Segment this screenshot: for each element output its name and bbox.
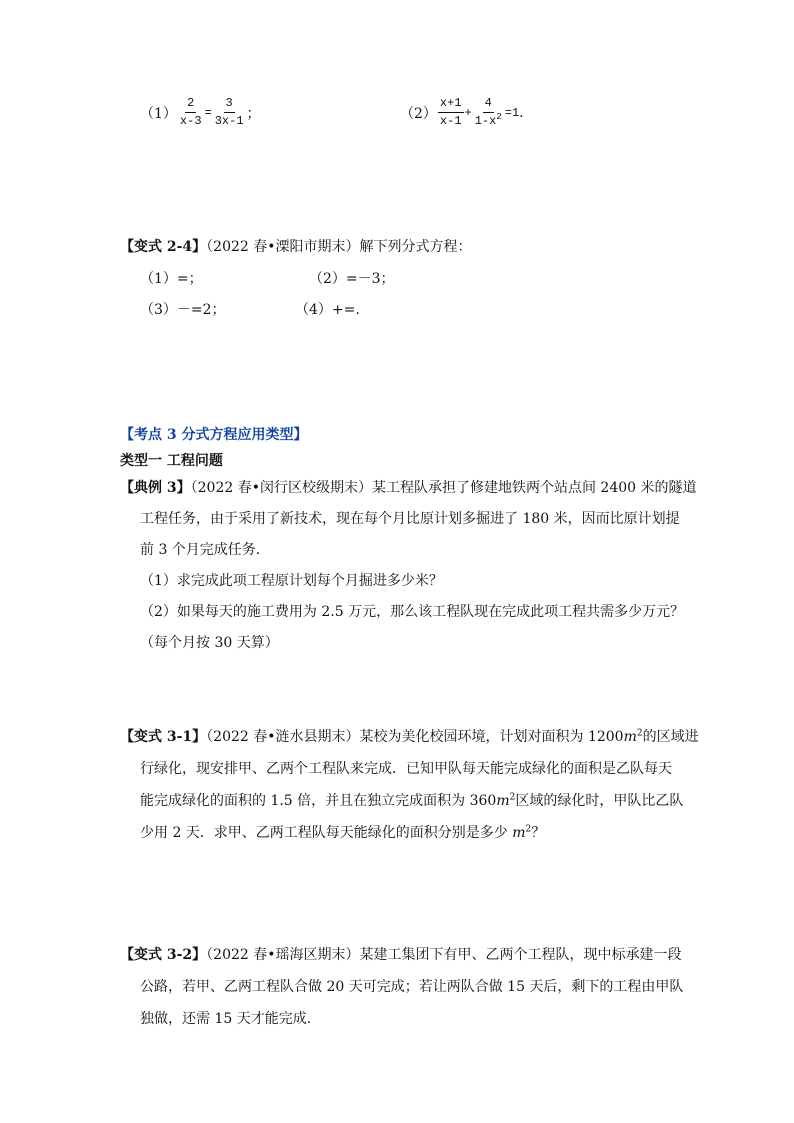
variant-2-4-item-3: （3）－=2；: [140, 302, 226, 318]
denominator-exponent: 2: [496, 112, 502, 122]
fraction-b: [473, 96, 504, 129]
variant-text: 能完成绿化的面积的 1.5 倍，并且在独立完成面积为 360: [140, 793, 497, 809]
variant-2-4-item-4: （4）+=.: [295, 302, 360, 318]
variant-text: ？: [531, 825, 546, 841]
example-3-line-2: 工程任务，由于采用了新技术，现在每个月比原计划多掘进了 180 米，因而比原计划提: [140, 511, 680, 527]
variant-text: 区域的绿化时，甲队比乙队: [515, 793, 684, 809]
example-3-question-3: （每个月按 30 天算）: [140, 635, 279, 651]
rhs-value: =1: [504, 105, 520, 120]
variant-3-1-line-2: 行绿化，现安排甲、乙两个工程队来完成．已知甲队每天能完成绿化的面积是乙队每天: [140, 761, 672, 777]
equation-1: [140, 96, 261, 129]
type-heading: 类型一 工程问题: [120, 453, 223, 469]
denominator-base: 1-x: [474, 114, 497, 128]
fraction-numerator: 3: [224, 96, 235, 113]
fraction-numerator: x+1: [438, 96, 464, 113]
example-3-line-1: [120, 477, 697, 499]
unit-exponent: 2: [509, 792, 516, 803]
unit-exponent: 2: [636, 728, 643, 739]
plus-sign: +: [464, 105, 472, 120]
variant-tag: 【变式 2-4】: [120, 239, 207, 255]
fraction-denominator: x-3: [179, 114, 202, 128]
section-heading: 【考点 3 分式方程应用类型】: [120, 427, 308, 443]
variant-3-2-line-3: 独做，还需 15 天才能完成．: [140, 1011, 321, 1027]
variant-tag: 【变式 3-2】: [120, 947, 207, 963]
fraction-numerator: 4: [483, 96, 494, 113]
unit-m: m: [512, 825, 526, 841]
equation-1-end: ；: [246, 105, 261, 122]
fraction-denominator: 3x-1: [214, 114, 244, 128]
equation-1-label: （1）: [140, 105, 177, 122]
example-3-line-3: 前 3 个月完成任务．: [140, 542, 270, 558]
variant-2-4-item-2: （2）=－3；: [309, 271, 395, 287]
unit-m: m: [496, 793, 510, 809]
variant-3-2-line-2: 公路，若甲、乙两工程队合做 20 天可完成；若让两队合做 15 天后，剩下的工程由甲队: [140, 979, 684, 995]
example-tag: 【典例 3】: [120, 480, 191, 496]
variant-2-4-item-1: （1）=；: [140, 271, 203, 287]
variant-3-2-line-1: [120, 944, 682, 966]
variant-3-1-line-4: [140, 822, 545, 844]
unit-exponent: 2: [525, 824, 532, 835]
fraction-denominator: x-1: [439, 114, 462, 128]
variant-text: 少用 2 天．求甲、乙两工程队每天能绿化的面积分别是多少: [140, 825, 513, 841]
fraction-left: [178, 96, 204, 129]
variant-2-4-header: [120, 236, 472, 258]
fraction-numerator: 2: [185, 96, 196, 113]
variant-text: 的区域进: [642, 729, 699, 745]
unit-m: m: [623, 729, 637, 745]
variant-text: （2022 春•涟水县期末）某校为美化校园环境，计划对面积为 1200: [206, 729, 624, 745]
equation-2-label: （2）: [400, 105, 437, 122]
variant-3-1-line-3: [140, 790, 683, 812]
fraction-a: [438, 96, 464, 129]
fraction-denominator: [473, 113, 504, 129]
variant-tag: 【变式 3-1】: [120, 729, 207, 745]
equals-sign: =: [204, 105, 212, 120]
example-text: （2022 春•闵行区校级期末）某工程队承担了修建地铁两个站点间 2400 米的隧道: [190, 480, 697, 496]
example-3-question-2: （2）如果每天的施工费用为 2.5 万元，那么该工程队现在完成此项工程共需多少万元？: [140, 604, 685, 620]
example-3-question-1: （1）求完成此项工程原计划每个月掘进多少米？: [140, 573, 443, 589]
variant-text: （2022 春•溧阳市期末）解下列分式方程：: [206, 239, 472, 255]
equation-2: [400, 96, 524, 129]
variant-text: （2022 春•瑶海区期末）某建工集团下有甲、乙两个工程队，现中标承建一段: [206, 947, 682, 963]
equation-2-end: .: [519, 104, 524, 121]
fraction-right: [213, 96, 246, 129]
variant-3-1-line-1: [120, 726, 699, 748]
